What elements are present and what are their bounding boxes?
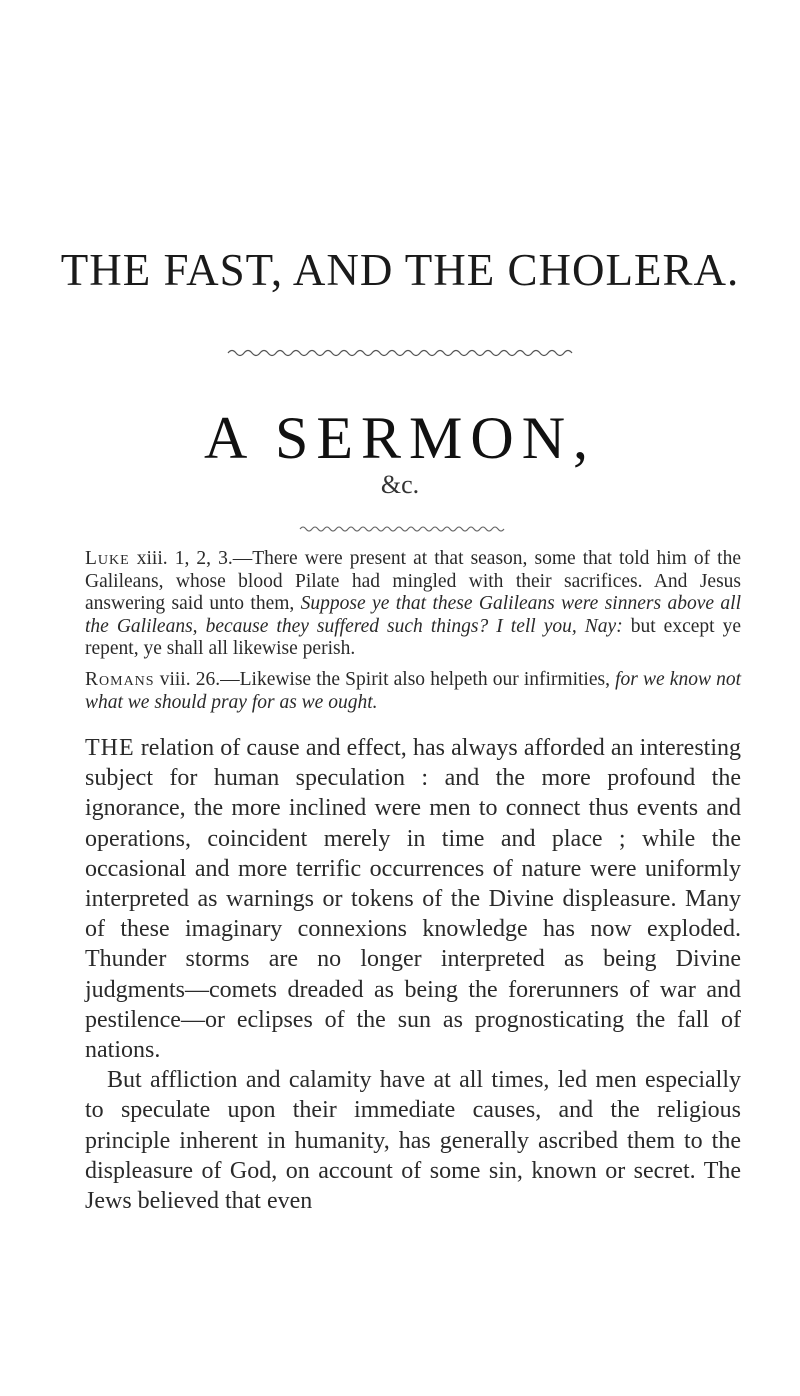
sermon-body xyxy=(85,733,741,1216)
epigraph-reference: Luke xyxy=(85,548,130,569)
epigraph-romans xyxy=(85,669,741,714)
epigraph-italic-text: for we know not what we should pray for as we ought. xyxy=(85,669,742,713)
epigraph-reference: Romans xyxy=(85,669,155,690)
epigraph-citation: xiii. 1, 2, 3.— xyxy=(129,548,253,569)
page-title: THE FAST, AND THE CHOLERA. xyxy=(60,245,740,295)
epigraph-tail-text: but except ye repent, ye shall all likewise perish. xyxy=(85,615,741,660)
body-paragraph-1 xyxy=(85,733,741,1065)
epigraph-italic-text: Suppose ye that these Galileans were sinners above all the Galileans, because they suffered such things? I tell you, Nay: xyxy=(85,593,741,637)
ornamental-rule-bottom xyxy=(0,522,800,536)
epigraph-text: Likewise the Spirit also helpeth our infirmities, xyxy=(239,669,616,690)
epigraph-text: There were present at that season, some that told him of the Galileans, whose blood Pilate had mingled with their sacrifices. And Jesus answering said unto them, xyxy=(85,548,741,615)
ornamental-rule-top xyxy=(0,346,800,360)
paragraph-text: relation of cause and effect, has always afforded an interesting subject for human speculation : and the more profound the ignorance, the more inclined were men to connect thus events and operations, coincident merely in time and place ; while the occasional and more terrific occurrences of nature were uniformly interpreted as warnings or tokens of the Divine displeasure. Many of these imaginary connexions knowledge has now exploded. Thunder storms are no longer interpreted as being Divine judgments—comets dreaded as being the forerunners of war and pestilence—or eclipses of the sun as prognosticating the fall of nations. xyxy=(85,735,741,1064)
etcetera-mark: &c. xyxy=(380,470,420,499)
epigraph-citation: viii. 26.— xyxy=(154,669,240,690)
paragraph-initial-caps: THE xyxy=(85,735,135,761)
body-paragraph-2: But affliction and calamity have at all times, led men especially to speculate upon their immediate causes, and the religious principle inherent in humanity, has generally ascribed them to the displeasure of God, on account of some sin, known or secret. The Jews believed that even xyxy=(85,1067,741,1215)
page-subtitle: A SERMON, xyxy=(203,405,597,471)
epigraph-luke xyxy=(85,548,741,661)
